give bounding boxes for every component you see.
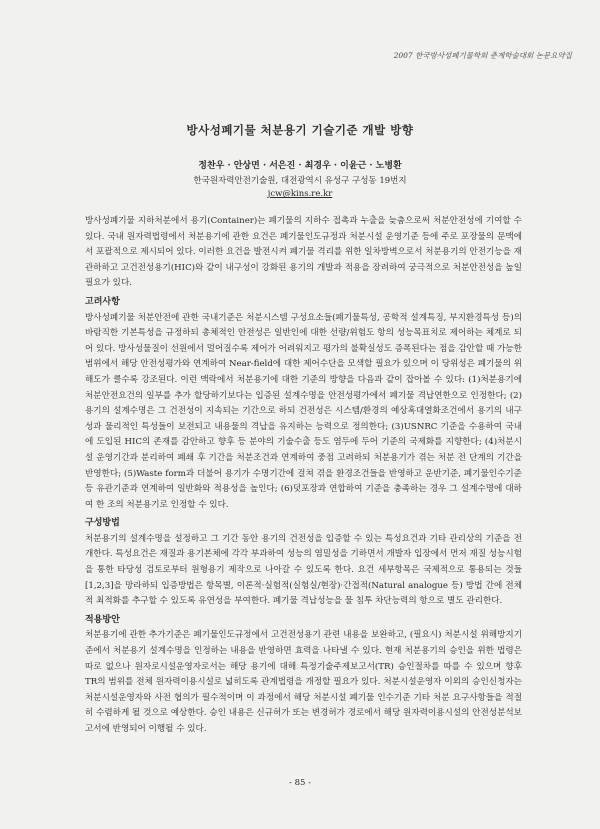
author-list: 정찬우 · 안상면 · 서은진 · 최경우 · 이윤근 · 노병환 xyxy=(198,161,402,171)
section-heading-structure: 구성방법 xyxy=(85,518,120,529)
proceedings-header: 2007 한국방사성폐기물학회 춘계학술대회 논문요약집 xyxy=(393,51,572,60)
intro-paragraph: 방사성폐기물 지하처분에서 용기(Container)는 폐기물의 지하수 접촉과 누출을 늦춤으로써 처분안전성에 기여할 수 있다. 국내 원자력법령에서 처분용기에 관한 요건은 폐기물인도규정과 처분시설 운영기준 등에 주로 포장물의 문맥에서 포괄적으로 제시되어 있다. 이러한 요건을 발전시켜 폐기물 격리를 위한 일차방벽으로서 처분용기의 안전기능을 재관하하고 고건전성용기(HIC)와 같이 내구성이 강화된 용기의 개발과 적용을 장려하여 궁극적으로 처분안전성을 높일 필요가 있다. xyxy=(85,216,522,289)
affiliation: 한국원자력안전기술원, 대전광역시 유성구 구성동 19번지 xyxy=(193,176,407,186)
contact-email[interactable]: jcw@kins.re.kr xyxy=(267,189,333,199)
section-text-application: 처분용기에 관한 추가기준은 폐기물인도규정에서 고건전성용기 관련 내용을 보완하고, (필요시) 처분시설 위해방지기준에서 처분용기 설계수명을 인정하는 내용을 반영하면 효력을 나타낼 수 있다. 현재 처분용기의 승인을 위한 법령은 따로 없으나 원자로시설운영자로서는 해당 용기에 대해 특정기술주제보고서(TR) 승인절차를 따를 수 있으며 향후 TR의 범위를 전체 원자력이용시설로 넓히도록 관계법령을 개정할 필요가 있다. 처분시설운영자 이외의 승인신청자는 처분시설운영자와 사전 협의가 필수적이며 이 과정에서 해당 처분시설 폐기물 인수기준 기타 처분 요구사항들을 적절히 수렴하게 될 것으로 예상한다. 승인 내용은 신규허가 또는 변경허가 경로에서 해당 원자력이용시설의 안전성분석보고서에 반영되어 이행될 수 있다. xyxy=(85,630,522,734)
section-text-structure: 처분용기의 설계수명을 설정하고 그 기간 동안 용기의 건전성을 입증할 수 있는 특성요건과 기타 관리상의 기준을 전개한다. 특성요건은 재질과 용기본체에 각각 부과하여 성능의 염밀성을 기하면서 개발자 입장에서 먼저 재질 성능시험을 통한 타당성 검토로부터 원형용기 제작으로 나아갈 수 있도록 한다. 요건 세부항목은 국제적으로 통용되는 것들[1,2,3]을 망라하되 입증방법은 항목별, 이론적·실험적(실험실/현장)·간접적(Natural analogue 등) 방법 간에 전체적 최적화를 추구할 수 있도록 유연성을 부여한다. 폐기물 격납성능을 물 침투 차단능력의 항으로 별도 관리한다. xyxy=(85,533,522,607)
page-number: - 85 - xyxy=(289,778,311,788)
section-text-considerations: 방사성폐기물 처분안전에 관한 국내기준은 처분시스템 구성요소들(폐기물특성, 공학적 설계특징, 부지환경특성 등)의 바람직한 기본특성을 규정하되 총체적인 안전성은 일반인에 대한 선량/위험도 항의 성능목표치로 제어하는 체계로 되어 있다. 방사성물질이 선원에서 멀어질수록 제어가 어려워지고 평가의 불확실성도 증폭된다는 점을 감안할 때 가능한 범위에서 해당 안전성평가와 연계하여 Near-field에 대한 제어수단을 모색할 필요가 있으며 이 당위성은 폐기물의 위해도가 클수록 강조된다. 이런 맥락에서 처분용기에 대한 기준의 방향을 다음과 같이 잡아볼 수 있다: (1)처분용기에 처분안전요건의 일부를 추가 할당하기보다는 입증된 설계수명을 안전성평가에서 폐기물 격납연한으로 인정한다; (2)용기의 설계수명은 그 건전성이 지속되는 기간으로 하되 건전성은 시스템/환경의 예상혹대열화조건에서 용기의 내구성과 물리적인 특성들이 보전되고 내용물의 격납을 유지하는 능력으로 정의한다; (3)USNRC 기준을 수용하여 국내에 도입된 HIC의 존재를 감안하고 향후 등 분야의 기술수출 등도 염두에 두어 기준의 국제화를 지향한다; (4)처분시설 운영기간과 분리하여 폐쇄 후 기간을 처분조건과 연계하여 중점 고려하되 처분용기가 겪는 처분 전 단계의 기간을 반영한다; (5)Waste form과 더불어 용기가 수명기간에 걸쳐 겪을 환경조건들을 반영하고 운반기준, 폐기물인수기준 등 유관기준과 연계하여 일반화와 적용성을 높인다; (6)덧포장과 연합하여 기준을 충족하는 경우 그 설계수명에 대하여 한 조의 처분용기로 인정할 수 있다. xyxy=(85,312,522,510)
paper-title: 방사성폐기물 처분용기 기술기준 개발 방향 xyxy=(186,123,414,137)
section-heading-considerations: 고려사항 xyxy=(85,296,120,307)
section-heading-application: 적용방안 xyxy=(85,614,120,625)
paper-body xyxy=(85,214,522,738)
